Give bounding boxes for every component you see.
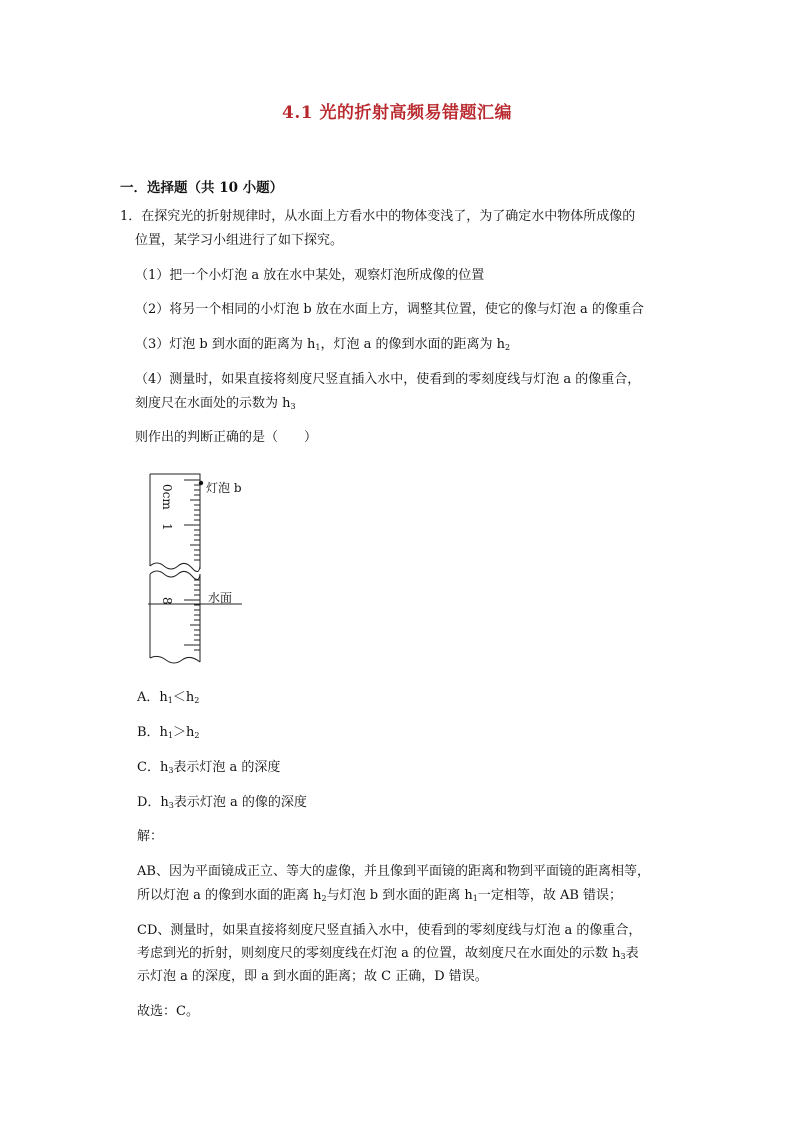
step-3: （3）灯泡 b 到水面的距离为 $h_1$，灯泡 a 的像到水面的距离为 $h_2$ [135,337,511,352]
break-wave-bottom [150,571,200,580]
solution-cd-line-2: 考虑到光的折射，则刻度尺的零刻度线在灯泡 a 的位置，故刻度尺在水面处的示数 $h_3$表 [137,946,639,961]
step-4-line-2: 刻度尺在水面处的示数为 $h_3$ [135,396,296,411]
solution-answer: 故选：C。 [137,1004,199,1019]
question-stem-line-1: 1．在探究光的折射规律时，从水面上方看水中的物体变浅了，为了确定水中物体所成像的 [120,209,636,224]
solution-cd-line-3: 示灯泡 a 的深度，即 a 到水面的距离；故 C 正确，D 错误。 [137,969,488,984]
page-title: 4.1 光的折射高频易错题汇编 [282,103,512,123]
option-d: D．$h_3$表示灯泡 a 的像的深度 [137,795,307,810]
section-heading: 一．选择题（共 10 小题） [120,180,284,196]
label-water-surface: 水面 [208,591,233,605]
bulb-b-dot [199,481,203,485]
solution-ab-line-2: 所以灯泡 a 的像到水面的距离 $h_2$与灯泡 b 到水面的距离 $h_1$一定相等，故 AB 错误； [137,888,623,903]
solution-cd-line-1: CD、测量时，如果直接将刻度尺竖直插入水中，使看到的零刻度线与灯泡 a 的像重合， [137,923,642,938]
solution-ab-line-1: AB、因为平面镜成正立、等大的虚像，并且像到平面镜的距离和物到平面镜的距离相等， [137,864,650,879]
ruler-bottom-wave [150,656,200,663]
solution-label: 解： [137,829,164,844]
ruler-figure [144,470,254,666]
step-1: （1）把一个小灯泡 a 放在水中某处，观察灯泡所成像的位置 [135,268,485,283]
label-bulb-b: 灯泡 b [206,481,242,495]
ruler-label-one: 1 [160,523,174,531]
question-stem-line-2: 位置，某学习小组进行了如下探究。 [135,233,344,248]
option-b: B．$h_1>h_2$ [137,725,200,740]
ruler-label-eight: 8 [160,597,174,605]
step-4-line-1: （4）测量时，如果直接将刻度尺竖直插入水中，使看到的零刻度线与灯泡 a 的像重合， [135,372,641,387]
ruler-drawing [144,470,254,666]
break-wave-top [150,563,200,572]
ruler-label-zero: 0cm [160,484,174,510]
step-2: （2）将另一个相同的小灯泡 b 放在水面上方，调整其位置，使它的像与灯泡 a 的像重合 [135,302,644,317]
question-ask: 则作出的判断正确的是（ ） [135,430,318,445]
ruler-upper-outline [150,474,200,569]
option-c: C．$h_3$表示灯泡 a 的深度 [137,760,281,775]
option-a: A．$h_1<h_2$ [137,690,200,705]
question-number: 1． [120,209,142,224]
